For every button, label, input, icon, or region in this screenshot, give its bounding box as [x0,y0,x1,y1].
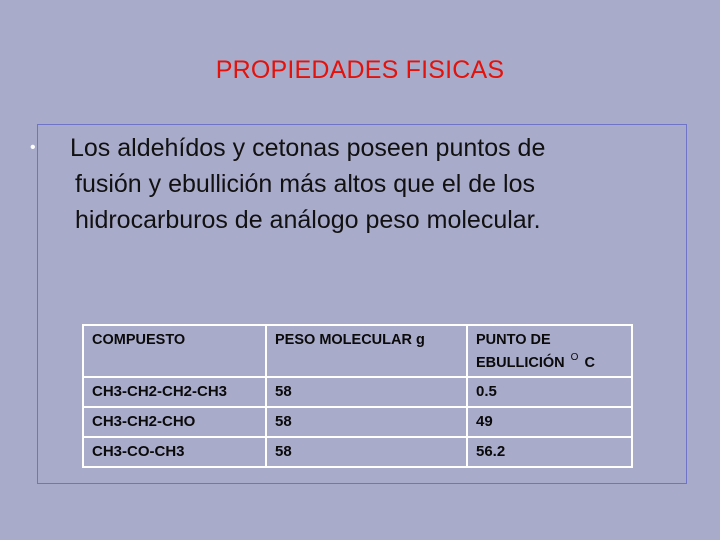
bullet-line: Los aldehídos y cetonas poseen puntos de [70,134,546,162]
header-boiling-line1: PUNTO DE [476,332,551,348]
table-row [83,407,632,437]
header-compound: COMPUESTO [83,325,266,377]
degree-symbol: O [570,352,579,363]
bullet-item [30,130,690,238]
cell-weight: 58 [266,377,467,407]
table-header-row [83,325,632,377]
bullet-line: fusión y ebullición más altos que el de los [75,170,535,198]
bullet-text [70,130,690,238]
header-weight: PESO MOLECULAR g [266,325,467,377]
cell-compound: CH3-CH2-CH2-CH3 [83,377,266,407]
cell-compound: CH3-CO-CH3 [83,437,266,467]
cell-boiling: 56.2 [467,437,632,467]
cell-weight: 58 [266,407,467,437]
bullet-icon: • [30,139,36,156]
properties-table [82,324,633,468]
header-boiling-point [467,325,632,377]
header-boiling-unit: C [584,355,595,371]
header-boiling-line2: EBULLICIÓN [476,355,565,371]
cell-boiling: 0.5 [467,377,632,407]
table-row [83,437,632,467]
cell-weight: 58 [266,437,467,467]
bullet-line: hidrocarburos de análogo peso molecular. [75,206,541,234]
table-row [83,377,632,407]
slide-title: PROPIEDADES FISICAS [215,56,505,84]
cell-compound: CH3-CH2-CHO [83,407,266,437]
cell-boiling: 49 [467,407,632,437]
